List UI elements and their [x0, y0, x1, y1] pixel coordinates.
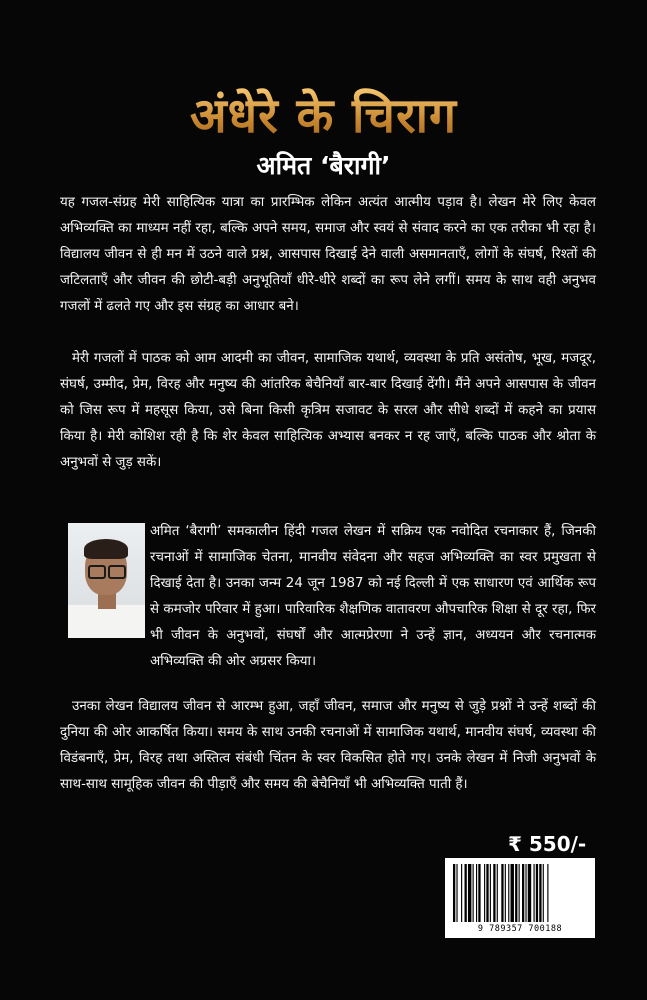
barcode-bar: [501, 864, 503, 922]
barcode-bar: [493, 864, 495, 922]
themes-paragraph: मेरी गजलों में पाठक को आम आदमी का जीवन, सामाजिक यथार्थ, व्यवस्था के प्रति असंतोष, भूख, मजदूर, संघर्ष, उम्मीद, प्रेम, विरह और मनुष्य की आंतरिक बेचैनियाँ बार-बार दिखाई देंगी। मैंने अपने आसपास के जीवन को जिस रूप में महसूस किया, उसे बिना किसी कृत्रिम सजावट के सरल और सीधे शब्दों में कहने का प्रयास किया है। मेरी कोशिश रही है कि शेर केवल साहित्यिक अभ्यास बनकर न रह जाएँ, बल्कि पाठक और श्रोता के अनुभवों से जुड़ सकें।: [60, 351, 596, 470]
barcode-bar: [505, 864, 506, 922]
book-title: अंधेरे के चिराग: [0, 82, 647, 147]
author-photo: [68, 523, 145, 638]
barcode-bar: [476, 864, 477, 922]
author-name: अमित ‘बैरागी’: [256, 151, 391, 180]
barcode-bar: [511, 864, 514, 922]
barcode-bar: [539, 864, 541, 922]
barcode-bar: [453, 864, 455, 922]
isbn-barcode: [445, 858, 595, 938]
barcode-bar: [456, 864, 457, 922]
barcode-bar: [528, 864, 531, 922]
barcode-bar: [473, 864, 474, 922]
price-label: ₹ 550/-: [508, 832, 587, 856]
barcode-bar: [465, 864, 467, 922]
barcode-bar: [468, 864, 471, 922]
barcode-bar: [478, 864, 480, 922]
intro-paragraph: यह गजल-संग्रह मेरी साहित्यिक यात्रा का प्रारम्भिक लेकिन अत्यंत आत्मीय पड़ाव है। लेखन मेरे लिए केवल अभिव्यक्ति का माध्यम नहीं रहा, बल्कि अपने समय, समाज और स्वयं से संवाद करने का एक तरीका भी रहा है। विद्यालय जीवन से ही मन में उठने वाले प्रश्न, आसपास दिखाई देने वाली असमानताएँ, लोगों के संघर्ष, रिश्तों की जटिलताएँ और जीवन की छोटी-बड़ी अनुभूतियाँ धीरे-धीरे शब्दों का रूप लेने लगीं। समय के साथ वही अनुभव गजलों में ढलते गए और इस संग्रह का आधार बने।: [60, 195, 596, 314]
isbn-number: 9 789357 700188: [477, 924, 563, 934]
barcode-bars: [445, 858, 595, 924]
barcode-bar: [486, 864, 488, 922]
barcode-bar: [519, 864, 520, 922]
barcode-bar: [543, 864, 544, 922]
barcode-bar: [490, 864, 491, 922]
barcode-bar: [522, 864, 524, 922]
barcode-bar: [515, 864, 517, 922]
writing-journey-paragraph: उनका लेखन विद्यालय जीवन से आरम्भ हुआ, जहाँ जीवन, समाज और मनुष्य से जुड़े प्रश्नों ने उन्हें शब्दों की दुनिया की ओर आकर्षित किया। समय के साथ उनकी रचनाओं में सामाजिक यथार्थ, मानवीय संघर्ष, व्यवस्था की विडंबनाएँ, प्रेम, विरह तथा अस्तित्व संबंधी चिंतन के स्वर विकसित होते गए। उनके लेखन में निजी अनुभवों के साथ-साथ सामूहिक जीवन की पीड़ाएँ और समय की बेचैनियाँ भी अभिव्यक्ति पाती हैं।: [60, 699, 596, 792]
barcode-bar: [508, 864, 509, 922]
barcode-bar: [484, 864, 485, 922]
author-bio-paragraph: अमित ‘बैरागी’ समकालीन हिंदी गजल लेखन में सक्रिय एक नवोदित रचनाकार हैं, जिनकी रचनाओं में सामाजिक चेतना, मानवीय संवेदना और सहज अभिव्यक्ति का स्वर प्रमुखता से दिखाई देता है। उनका जन्म 24 जून 1987 को नई दिल्ली में एक साधारण एवं आर्थिक रूप से कमजोर परिवार में हुआ। पारिवारिक शैक्षणिक वातावरण औपचारिक शिक्षा से दूर रहा, फिर भी जीवन के अनुभवों, संघर्षों और आत्मप्रेरणा ने उन्हें ज्ञान, अध्ययन और रचनात्मक अभिव्यक्ति की ओर अग्रसर किया।: [150, 524, 596, 669]
barcode-bar: [534, 864, 535, 922]
barcode-bar: [461, 864, 462, 922]
barcode-bar: [497, 864, 498, 922]
barcode-bar: [536, 864, 538, 922]
barcode-bar: [547, 864, 548, 922]
barcode-bar: [525, 864, 526, 922]
